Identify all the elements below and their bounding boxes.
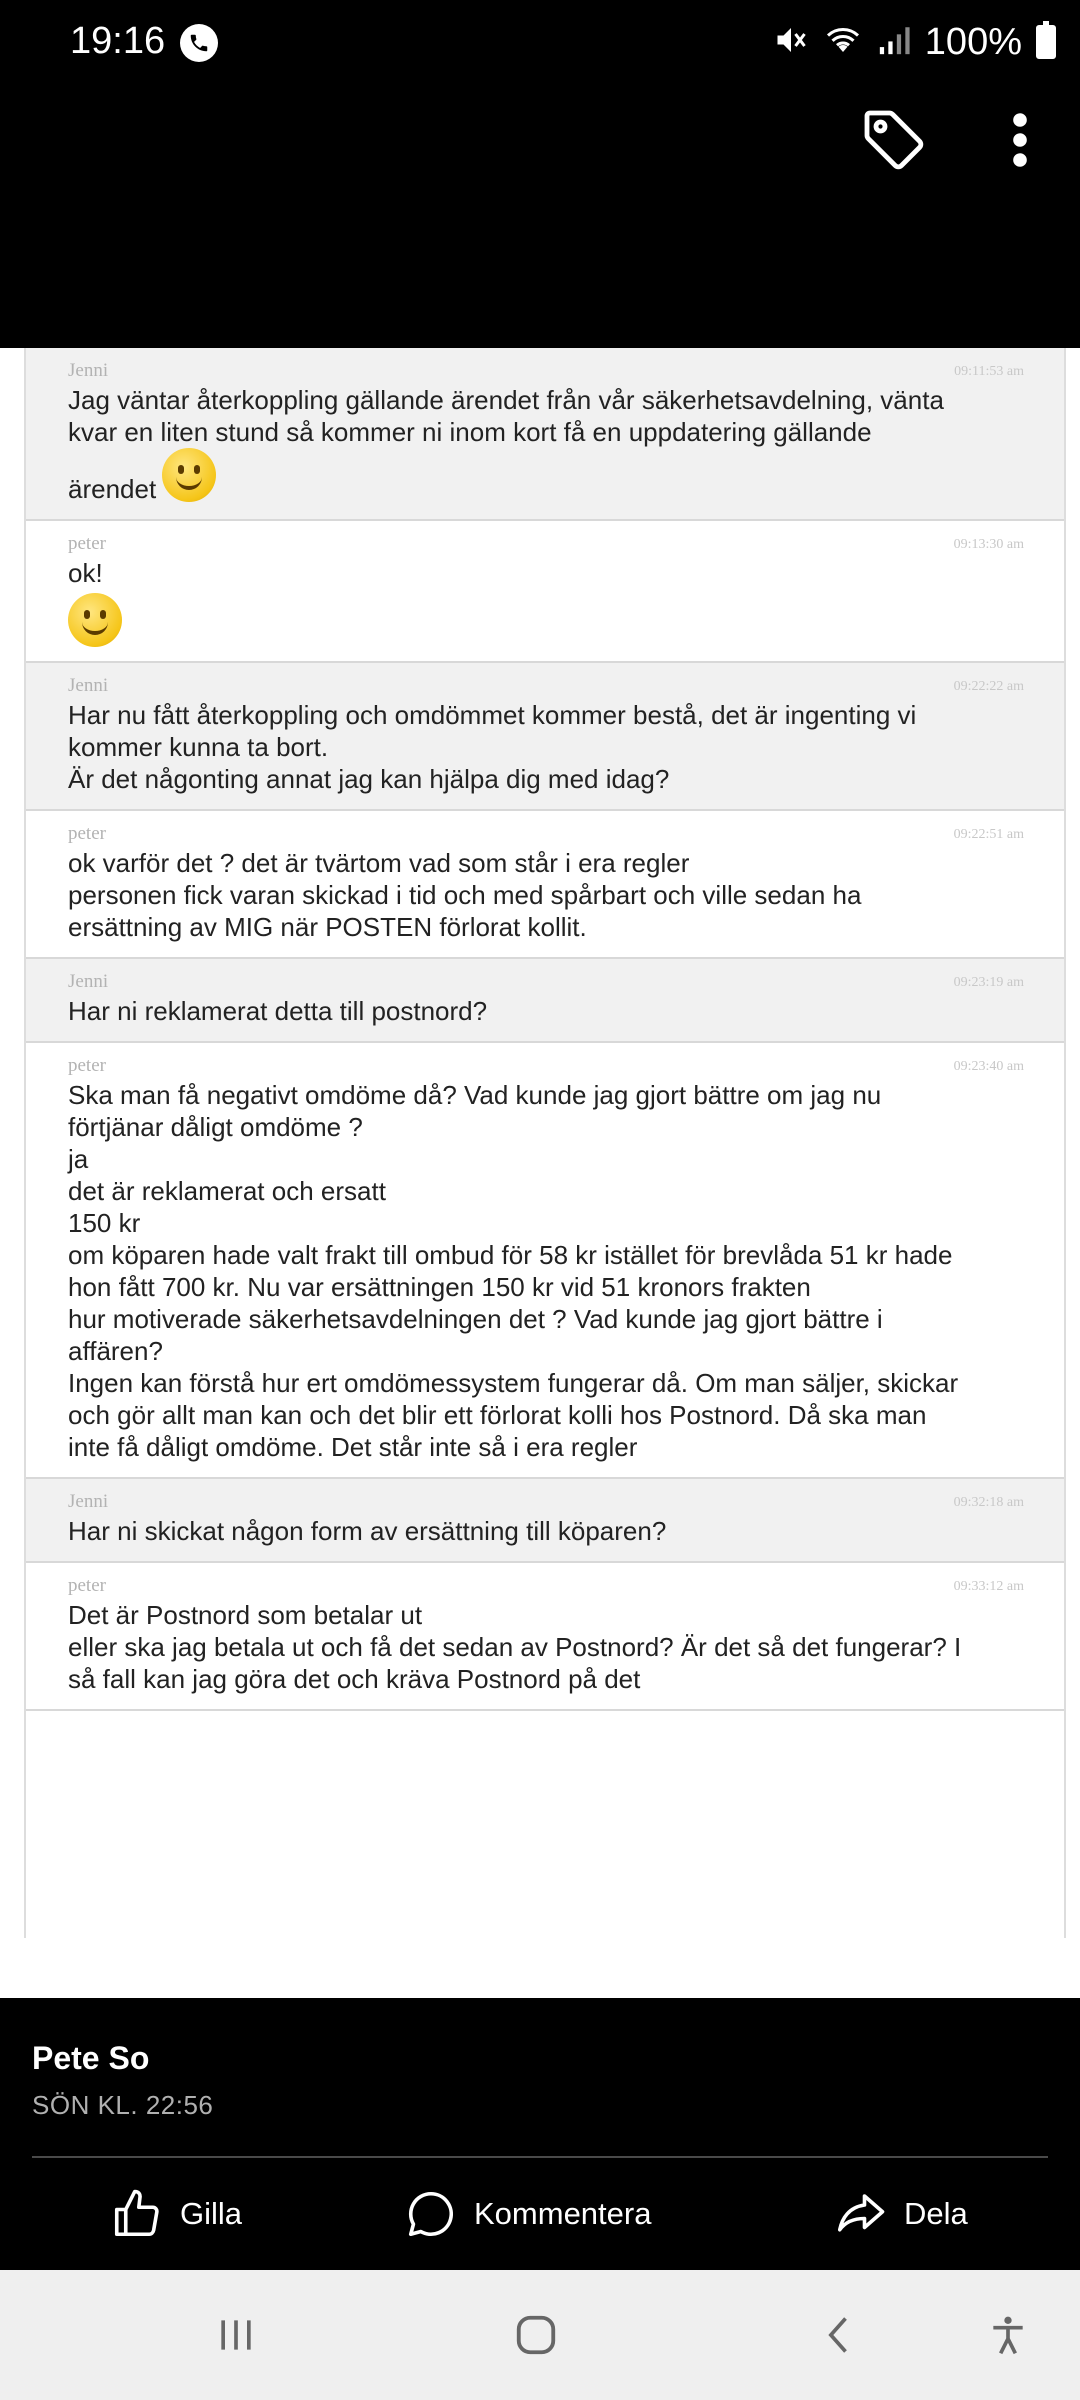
signal-icon bbox=[877, 23, 911, 62]
thumbs-up-icon bbox=[110, 2187, 164, 2241]
comment-label: Kommentera bbox=[474, 2196, 652, 2231]
message-time: 09:33:12 am bbox=[953, 1579, 1024, 1594]
message-time: 09:11:53 am bbox=[954, 364, 1024, 379]
chat-message bbox=[26, 663, 1064, 811]
mute-icon bbox=[773, 22, 809, 63]
navigation-bar bbox=[0, 2270, 1080, 2400]
message-author: Jenni bbox=[68, 1491, 109, 1512]
battery-icon bbox=[1036, 25, 1056, 59]
message-author: peter bbox=[68, 1575, 106, 1596]
wifi-icon bbox=[823, 22, 863, 63]
post-timestamp: SÖN KL. 22:56 bbox=[32, 2090, 214, 2120]
back-button[interactable] bbox=[800, 2300, 880, 2370]
share-button[interactable] bbox=[832, 2184, 968, 2244]
recent-apps-button[interactable] bbox=[196, 2300, 276, 2370]
message-text: Har ni reklamerat detta till postnord? bbox=[68, 996, 488, 1026]
home-icon bbox=[513, 2312, 559, 2358]
status-bar bbox=[0, 0, 1080, 90]
top-action-bar bbox=[780, 100, 1080, 180]
like-button[interactable] bbox=[110, 2184, 242, 2244]
back-icon bbox=[818, 2313, 862, 2357]
chat-message bbox=[26, 811, 1064, 959]
accessibility-button[interactable] bbox=[968, 2300, 1048, 2370]
chat-message bbox=[26, 1043, 1064, 1479]
more-options-button[interactable] bbox=[1000, 104, 1040, 176]
message-text: ok! bbox=[68, 558, 103, 588]
message-author: Jenni bbox=[68, 675, 109, 696]
chat-message bbox=[26, 959, 1064, 1043]
post-footer bbox=[0, 1998, 1080, 2270]
battery-level: 100% bbox=[924, 20, 1022, 63]
shared-image[interactable] bbox=[0, 348, 1080, 1998]
message-time: 09:23:19 am bbox=[953, 975, 1024, 990]
message-text: Har ni skickat någon form av ersättning till köparen? bbox=[68, 1516, 667, 1546]
comment-icon bbox=[404, 2187, 458, 2241]
message-time: 09:22:22 am bbox=[953, 679, 1024, 694]
accessibility-icon bbox=[986, 2313, 1030, 2357]
message-text: ok varför det ? det är tvärtom vad som står i era regler personen fick varan skickad i tid och med spårbart och ville sedan ha ersättning av MIG när POSTEN förlorat kollit. bbox=[68, 848, 862, 942]
home-button[interactable] bbox=[496, 2300, 576, 2370]
call-icon bbox=[180, 24, 218, 62]
post-author-name[interactable]: Pete So bbox=[32, 2040, 150, 2076]
smiley-icon bbox=[68, 593, 122, 647]
message-time: 09:23:40 am bbox=[953, 1059, 1024, 1074]
chat-message bbox=[26, 348, 1064, 521]
tag-button[interactable] bbox=[858, 104, 930, 176]
message-text: Jag väntar återkoppling gällande ärendet från vår säkerhetsavdelning, vänta kvar en liten stund så kommer ni inom kort få en uppdatering gällande ärendet bbox=[68, 385, 944, 504]
recent-apps-icon bbox=[214, 2313, 258, 2357]
message-author: peter bbox=[68, 533, 106, 554]
message-time: 09:13:30 am bbox=[953, 537, 1024, 552]
like-label: Gilla bbox=[180, 2196, 243, 2231]
status-time: 19:16 bbox=[70, 20, 166, 62]
message-time: 09:32:18 am bbox=[953, 1495, 1024, 1510]
message-text: Har nu fått återkoppling och omdömmet kommer bestå, det är ingenting vi kommer kunna ta bort. Är det någonting annat jag kan hjälpa dig med idag? bbox=[68, 700, 917, 794]
message-author: Jenni bbox=[68, 971, 109, 992]
chat-message bbox=[26, 1563, 1064, 1711]
message-text: Ska man få negativt omdöme då? Vad kunde jag gjort bättre om jag nu förtjänar dåligt omdöme ? ja det är reklamerat och ersatt 150 kr om köparen hade valt frakt till ombud för 58 kr istället för brevlåda 51 kr hade hon fått 700 kr. Nu var ersättningen 150 kr vid 51 kronors frakten hur motiverade säkerhetsavdelningen det ? Vad kunde jag gjort bättre i affären? Ingen kan förstå hur ert omdömessystem fungerar då. Om man säljer, skickar och gör allt man kan och det blir ett förlorat kolli hos Postnord. Då ska man inte få dåligt omdöme. Det står inte så i era regler bbox=[68, 1080, 959, 1462]
smiley-icon bbox=[162, 448, 216, 502]
share-label: Dela bbox=[904, 2196, 968, 2231]
tag-icon bbox=[858, 104, 930, 176]
chat-message bbox=[26, 1479, 1064, 1563]
more-vertical-icon bbox=[1000, 104, 1040, 176]
message-time: 09:22:51 am bbox=[953, 827, 1024, 842]
message-author: peter bbox=[68, 1055, 106, 1076]
chat-transcript bbox=[24, 348, 1066, 1938]
comment-button[interactable] bbox=[404, 2184, 651, 2244]
share-icon bbox=[832, 2187, 888, 2241]
divider bbox=[32, 2156, 1048, 2158]
message-author: peter bbox=[68, 823, 106, 844]
message-text: Det är Postnord som betalar ut eller ska jag betala ut och få det sedan av Postnord? Är det så det fungerar? I så fall kan jag göra det och kräva Postnord på det bbox=[68, 1600, 962, 1694]
message-author: Jenni bbox=[68, 360, 109, 381]
chat-message bbox=[26, 521, 1064, 663]
